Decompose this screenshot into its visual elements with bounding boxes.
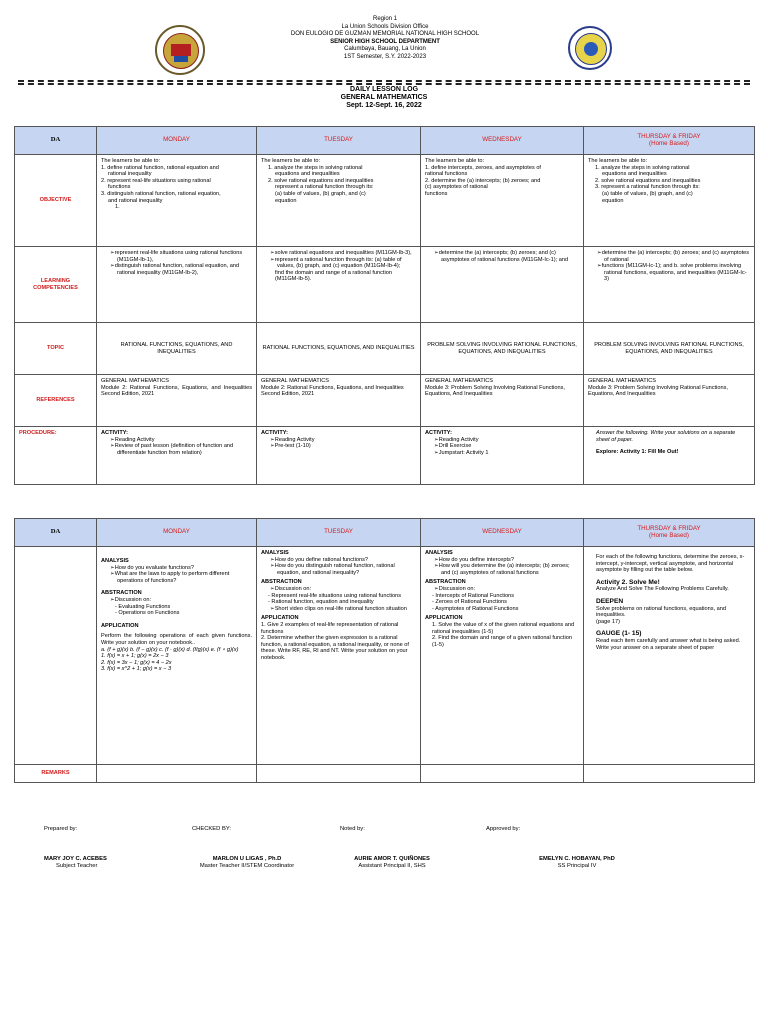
abstraction-item: - Evaluating Functions [115,603,171,610]
reference-head: GENERAL MATHEMATICS [588,378,656,384]
day-thursday-friday [584,519,755,547]
competencies-label-line2: COMPETENCIES [33,284,78,291]
header-department: SENIOR HIGH SCHOOL DEPARTMENT [330,38,440,45]
analysis-heading: ANALYSIS [425,550,453,556]
lesson-log-table-2 [14,518,755,783]
objective-line: 2. solve rational equations and inequalities [268,177,374,184]
objective-line: 2. represent real-life situations using rational [101,177,211,184]
competency-item: ➢ distinguish rational function, rational equation, and rational inequality (M11GM-Ib-2), [101,263,252,276]
header-text [220,16,550,61]
signatory-role: Subject Teacher [56,863,98,869]
competencies-thursday-friday [584,247,755,323]
header-school: DON EULOGIO DE GUZMAN MEMORIAL NATIONAL HIGH SCHOOL [290,31,480,37]
objective-line: 1. analyze the steps in solving rational [595,164,690,171]
objective-intro: The learners be able to: [588,158,648,164]
procedure-monday [97,427,257,485]
day-header-row [15,519,755,547]
competencies-monday [97,247,257,323]
competencies-wednesday [421,247,584,323]
activity-2-heading: Activity 2. Solve Me! [596,578,660,586]
application-operations: a. (f + g)(x) b. (f − g)(x) c. (f · g)(x) d. (f/g)(x) e. (f ∘ g)(x) [101,646,239,653]
school-logo-icon [155,25,205,75]
header-divider [18,80,750,82]
reference-head: GENERAL MATHEMATICS [261,378,329,384]
procedure-wednesday [421,427,584,485]
log-subject: GENERAL MATHEMATICS [340,94,428,101]
application-item: 2. Find the domain and range of a given rational function (1-5) [432,635,572,648]
objective-line: 1. analyze the steps in solving rational [268,164,363,171]
abstraction-item: - Rational function, equation and inequality [268,599,374,606]
topic-row [15,323,755,375]
remarks-tuesday [257,765,421,783]
deepen-page: (page 17) [596,618,620,625]
application-heading: APPLICATION [425,615,463,622]
competencies-label [15,247,97,323]
application-item: 1. f(x) = x + 1; g(x) = 2x − 3 [101,653,169,660]
abstraction-item: ➢ Short video clips on real-life rational function situation [261,606,416,613]
analysis-heading: ANALYSIS [101,558,129,564]
abstraction-heading: ABSTRACTION [261,579,302,586]
objective-line: 1. define intercepts, zeroes, and asymptotes of [425,164,541,171]
application-heading: APPLICATION [101,622,139,629]
signatory-role: SS Principal IV [557,863,597,869]
reference-text: Module 3: Problem Solving Involving Rational Functions, Equations, And Inequalities [425,384,565,398]
activity-item: ➢ Pre-test (1-10) [261,443,416,450]
objective-line: (c) asymptotes of rational [425,184,488,191]
activity-heading: ACTIVITY: [425,430,452,436]
log-title-line1: DAILY LESSON LOG [349,86,419,93]
gauge-heading: GAUGE (1- 15) [596,630,642,638]
signatory-approver [528,856,626,870]
objective-line: 2. determine the (a) intercepts; (b) zeroes; and [425,177,541,184]
abstraction-item: - Represent real-life situations using rational functions [268,592,402,599]
objective-line: equations and inequalities [275,171,340,178]
analysis-item: ➢ How do you define intercepts? [425,557,579,564]
explore-activity: Explore: Activity 1: Fill Me Out! [596,449,679,456]
analysis-item: ➢ How will you determine the (a) intercepts; (b) zeroes; and (c) asymptotes of rational functions [425,563,579,576]
topic-wednesday: PROBLEM SOLVING INVOLVING RATIONAL FUNCTIONS, EQUATIONS, AND INEQUALITIES [421,323,584,375]
competency-item: ➢ determine the (a) intercepts; (b) zeroes; and (c) asymptotes of rational functions (M11GM-Ic-1); and [425,250,579,263]
competencies-row [15,247,755,323]
abstraction-heading: ABSTRACTION [101,590,142,597]
objective-row [15,155,755,247]
analysis-item: ➢ How do you evaluate functions? [101,565,252,572]
signatory-preparer [44,856,107,870]
checked-by-label: CHECKED BY: [192,826,231,832]
objective-line: rational functions [425,171,468,178]
activity-item: ➢ Reading Activity [101,437,252,444]
day-monday: MONDAY [97,519,257,547]
abstraction-item: ➢ Discussion on: [101,597,252,604]
abstraction-heading: ABSTRACTION [425,579,466,586]
application-item: 3. f(x) = x^2 + 1; g(x) = x − 3 [101,666,172,673]
thursday-intro: For each of the following functions, determine the zeroes, x-intercept, y-intercept, vertical asymptote, and horizontal asymptote by filling out the table below. [596,554,745,574]
application-item: 2. Determine whether the given expression is a rational function, a rational equation, a rational inequality, or none of these. Write RF, RE, RI and NT. Write your solution on your notebook. [261,635,409,661]
objective-wednesday [421,155,584,247]
abstraction-item: ➢ Discussion on: [425,586,579,593]
activity-item: ➢ Review of past lesson (definition of function and differentiate function from relation) [101,443,252,456]
signatory-role: Assistant Principal II, SHS [358,863,426,869]
objective-line: (a) table of values, (b) graph, and (c) [602,190,693,197]
reference-text: Module 2: Rational Functions, Equations, and Inequalities Second Edition, 2021 [101,384,252,398]
signatory-noter [346,856,438,870]
day-wednesday: WEDNESDAY [421,519,584,547]
lesson-log-table-1 [14,126,755,485]
objective-line: 2. solve rational equations and inequalities [595,177,701,184]
deepen-text: Solve problems on rational functions, equations, and inequalities. [596,605,726,619]
objective-line: and rational inequality [108,197,163,204]
body-tuesday [257,547,421,765]
day-tuesday: TUESDAY [257,127,421,155]
analysis-item: ➢ How do you distinguish rational function, rational equation, and rational inequality? [261,563,416,576]
objective-label: OBJECTIVE [15,155,97,247]
references-thursday-friday [584,375,755,427]
instructions-note: Answer the following. Write your solutions on a separate sheet of paper. [596,430,736,443]
topic-monday: RATIONAL FUNCTIONS, EQUATIONS, AND INEQUALITIES [97,323,257,375]
signatory-role: Master Teacher II/STEM Coordinator [199,863,295,869]
prepared-by-label: Prepared by: [44,826,78,832]
remarks-thursday-friday [584,765,755,783]
objective-thursday-friday [584,155,755,247]
lesson-body-row [15,547,755,765]
signatory-checker [192,856,302,870]
references-wednesday [421,375,584,427]
log-title [284,86,484,110]
competencies-label-line1: LEARNING [40,277,71,284]
signatory-name: AURIE AMOR T. QUIÑONES [354,856,430,862]
analysis-item: ➢ What are the laws to apply to perform different operations of functions? [101,571,252,584]
day-tuesday: TUESDAY [257,519,421,547]
day-thursday-friday-label: THURSDAY & FRIDAY [637,132,701,140]
reference-head: GENERAL MATHEMATICS [425,378,493,384]
signatory-name: MARLON U LIGAS , Ph.D [212,856,282,862]
objective-intro: The learners be able to: [425,158,485,164]
header-address: Calumbaya, Bauang, La Union [344,46,426,52]
objective-line: 1. [115,204,120,211]
objective-line: represent a rational function through its: [275,184,374,191]
activity-heading: ACTIVITY: [261,430,288,436]
competency-item: ➢ functions (M11GM-Ic-1); and b. solve problems involving rational functions, equations, and inequalities (M11GM-Ic-3) [588,263,750,283]
analysis-heading: ANALYSIS [261,550,289,556]
competency-item: ➢ solve rational equations and inequalities (M11GM-Ib-3), [261,250,416,257]
objective-line: 3. distinguish rational function, rational equation, [101,190,221,197]
activity-item: ➢ Reading Activity [261,437,416,444]
body-label-cell [15,547,97,765]
body-thursday-friday [584,547,755,765]
da-header: DA [15,519,97,547]
remarks-monday [97,765,257,783]
activity-heading: ACTIVITY: [101,430,128,436]
objective-line: functions [108,184,131,191]
day-monday: MONDAY [97,127,257,155]
objective-line: equation [602,197,624,204]
reference-text: Module 3: Problem Solving Involving Rational Functions, Equations, And Inequalities [588,384,728,398]
header-divider [18,83,750,85]
abstraction-item: - Intercepts of Rational Functions [432,592,515,599]
procedure-row [15,427,755,485]
procedure-tuesday [257,427,421,485]
objective-line: equation [275,197,297,204]
competency-item: find the domain and range of a rational function (M11GM-Ib-5). [275,269,392,283]
objective-line: (a) table of values, (b) graph, and (c) [275,190,366,197]
objective-line: rational inequality [108,171,152,178]
header-division: La Union Schools Division Office [341,23,429,30]
objective-line: functions [425,190,448,197]
signatory-name: EMELYN C. HOBAYAN, PhD [539,856,615,862]
day-home-based: (Home Based) [649,531,689,539]
activity-item: ➢ Jumpstart: Activity 1 [425,450,579,457]
objective-line: 1. define rational function, rational equation and [101,164,219,171]
signatory-name: MARY JOY C. ACEBES [44,856,107,862]
abstraction-item: - Asymptotes of Rational Functions [432,605,519,612]
objective-intro: The learners be able to: [101,158,161,164]
reference-text: Module 2: Rational Functions, Equations, and Inequalities Second Edition, 2021 [261,384,404,398]
day-thursday-friday [584,127,755,155]
deped-seal-icon [568,26,612,70]
objective-line: equations and inequalities [602,171,667,178]
objective-intro: The learners be able to: [261,158,321,164]
abstraction-item: - Zeroes of Rational Functions [432,599,507,606]
header-semester: 1ST Semester, S.Y. 2022-2023 [343,53,427,60]
topic-tuesday: RATIONAL FUNCTIONS, EQUATIONS, AND INEQUALITIES [257,323,421,375]
competency-item: ➢ determine the (a) intercepts; (b) zeroes; and (c) asymptotes of rational [588,250,750,263]
abstraction-item: ➢ Discussion on: [261,586,416,593]
noted-by-label: Noted by: [340,826,365,832]
log-dates: Sept. 12-Sept. 16, 2022 [346,102,422,109]
application-text: Perform the following operations of each given functions. Write your solution on your notebook.. [101,633,252,646]
deepen-heading: DEEPEN [596,597,624,605]
application-heading: APPLICATION [261,615,299,622]
objective-tuesday [257,155,421,247]
da-header: DA [15,127,97,155]
competency-item: ➢ represent real-life situations using rational functions (M11GM-Ib-1), [101,250,252,263]
day-home-based: (Home Based) [649,139,689,147]
references-row [15,375,755,427]
application-item: 1. Solve the value of x of the given rational equations and rational inequalities (1-5) [432,621,575,635]
activity-item: ➢ Drill Exercise [425,443,579,450]
abstraction-item: - Operations on Functions [115,610,180,617]
objective-monday [97,155,257,247]
application-item: 1. Give 2 examples of real-life representation of rational functions [261,621,399,635]
activity-item: ➢ Reading Activity [425,437,579,444]
header-region: Region 1 [372,16,398,22]
body-wednesday [421,547,584,765]
application-item: 2. f(x) = 3x − 1; g(x) = 4 − 2x [101,659,172,666]
procedure-label: PROCEDURE: [15,427,97,485]
competency-item: ➢ represent a rational function through its: (a) table of values, (b) graph, and (c) equation (M11GM-Ib-4); [261,257,416,270]
approved-by-label: Approved by: [486,826,521,832]
remarks-wednesday [421,765,584,783]
document-header [0,0,768,80]
objective-line: 3. represent a rational function through its: [595,184,700,191]
analysis-item: ➢ How do you define rational functions? [261,557,416,564]
day-thursday-friday-label: THURSDAY & FRIDAY [637,524,701,532]
day-wednesday: WEDNESDAY [421,127,584,155]
remarks-label: REMARKS [15,765,97,783]
gauge-text: Read each item carefully and answer what is being asked. Write your answer on a separate sheet of paper [596,637,741,651]
activity-2-text: Analyze And Solve The Following Problems Carefully. [596,586,729,593]
references-tuesday [257,375,421,427]
procedure-thursday-friday [584,427,755,485]
references-monday [97,375,257,427]
remarks-row [15,765,755,783]
topic-label: TOPIC [15,323,97,375]
day-header-row [15,127,755,155]
references-label: REFERENCES [15,375,97,427]
reference-head: GENERAL MATHEMATICS [101,378,169,384]
topic-thursday-friday: PROBLEM SOLVING INVOLVING RATIONAL FUNCTIONS, EQUATIONS, AND INEQUALITIES [584,323,755,375]
competencies-tuesday [257,247,421,323]
body-monday [97,547,257,765]
